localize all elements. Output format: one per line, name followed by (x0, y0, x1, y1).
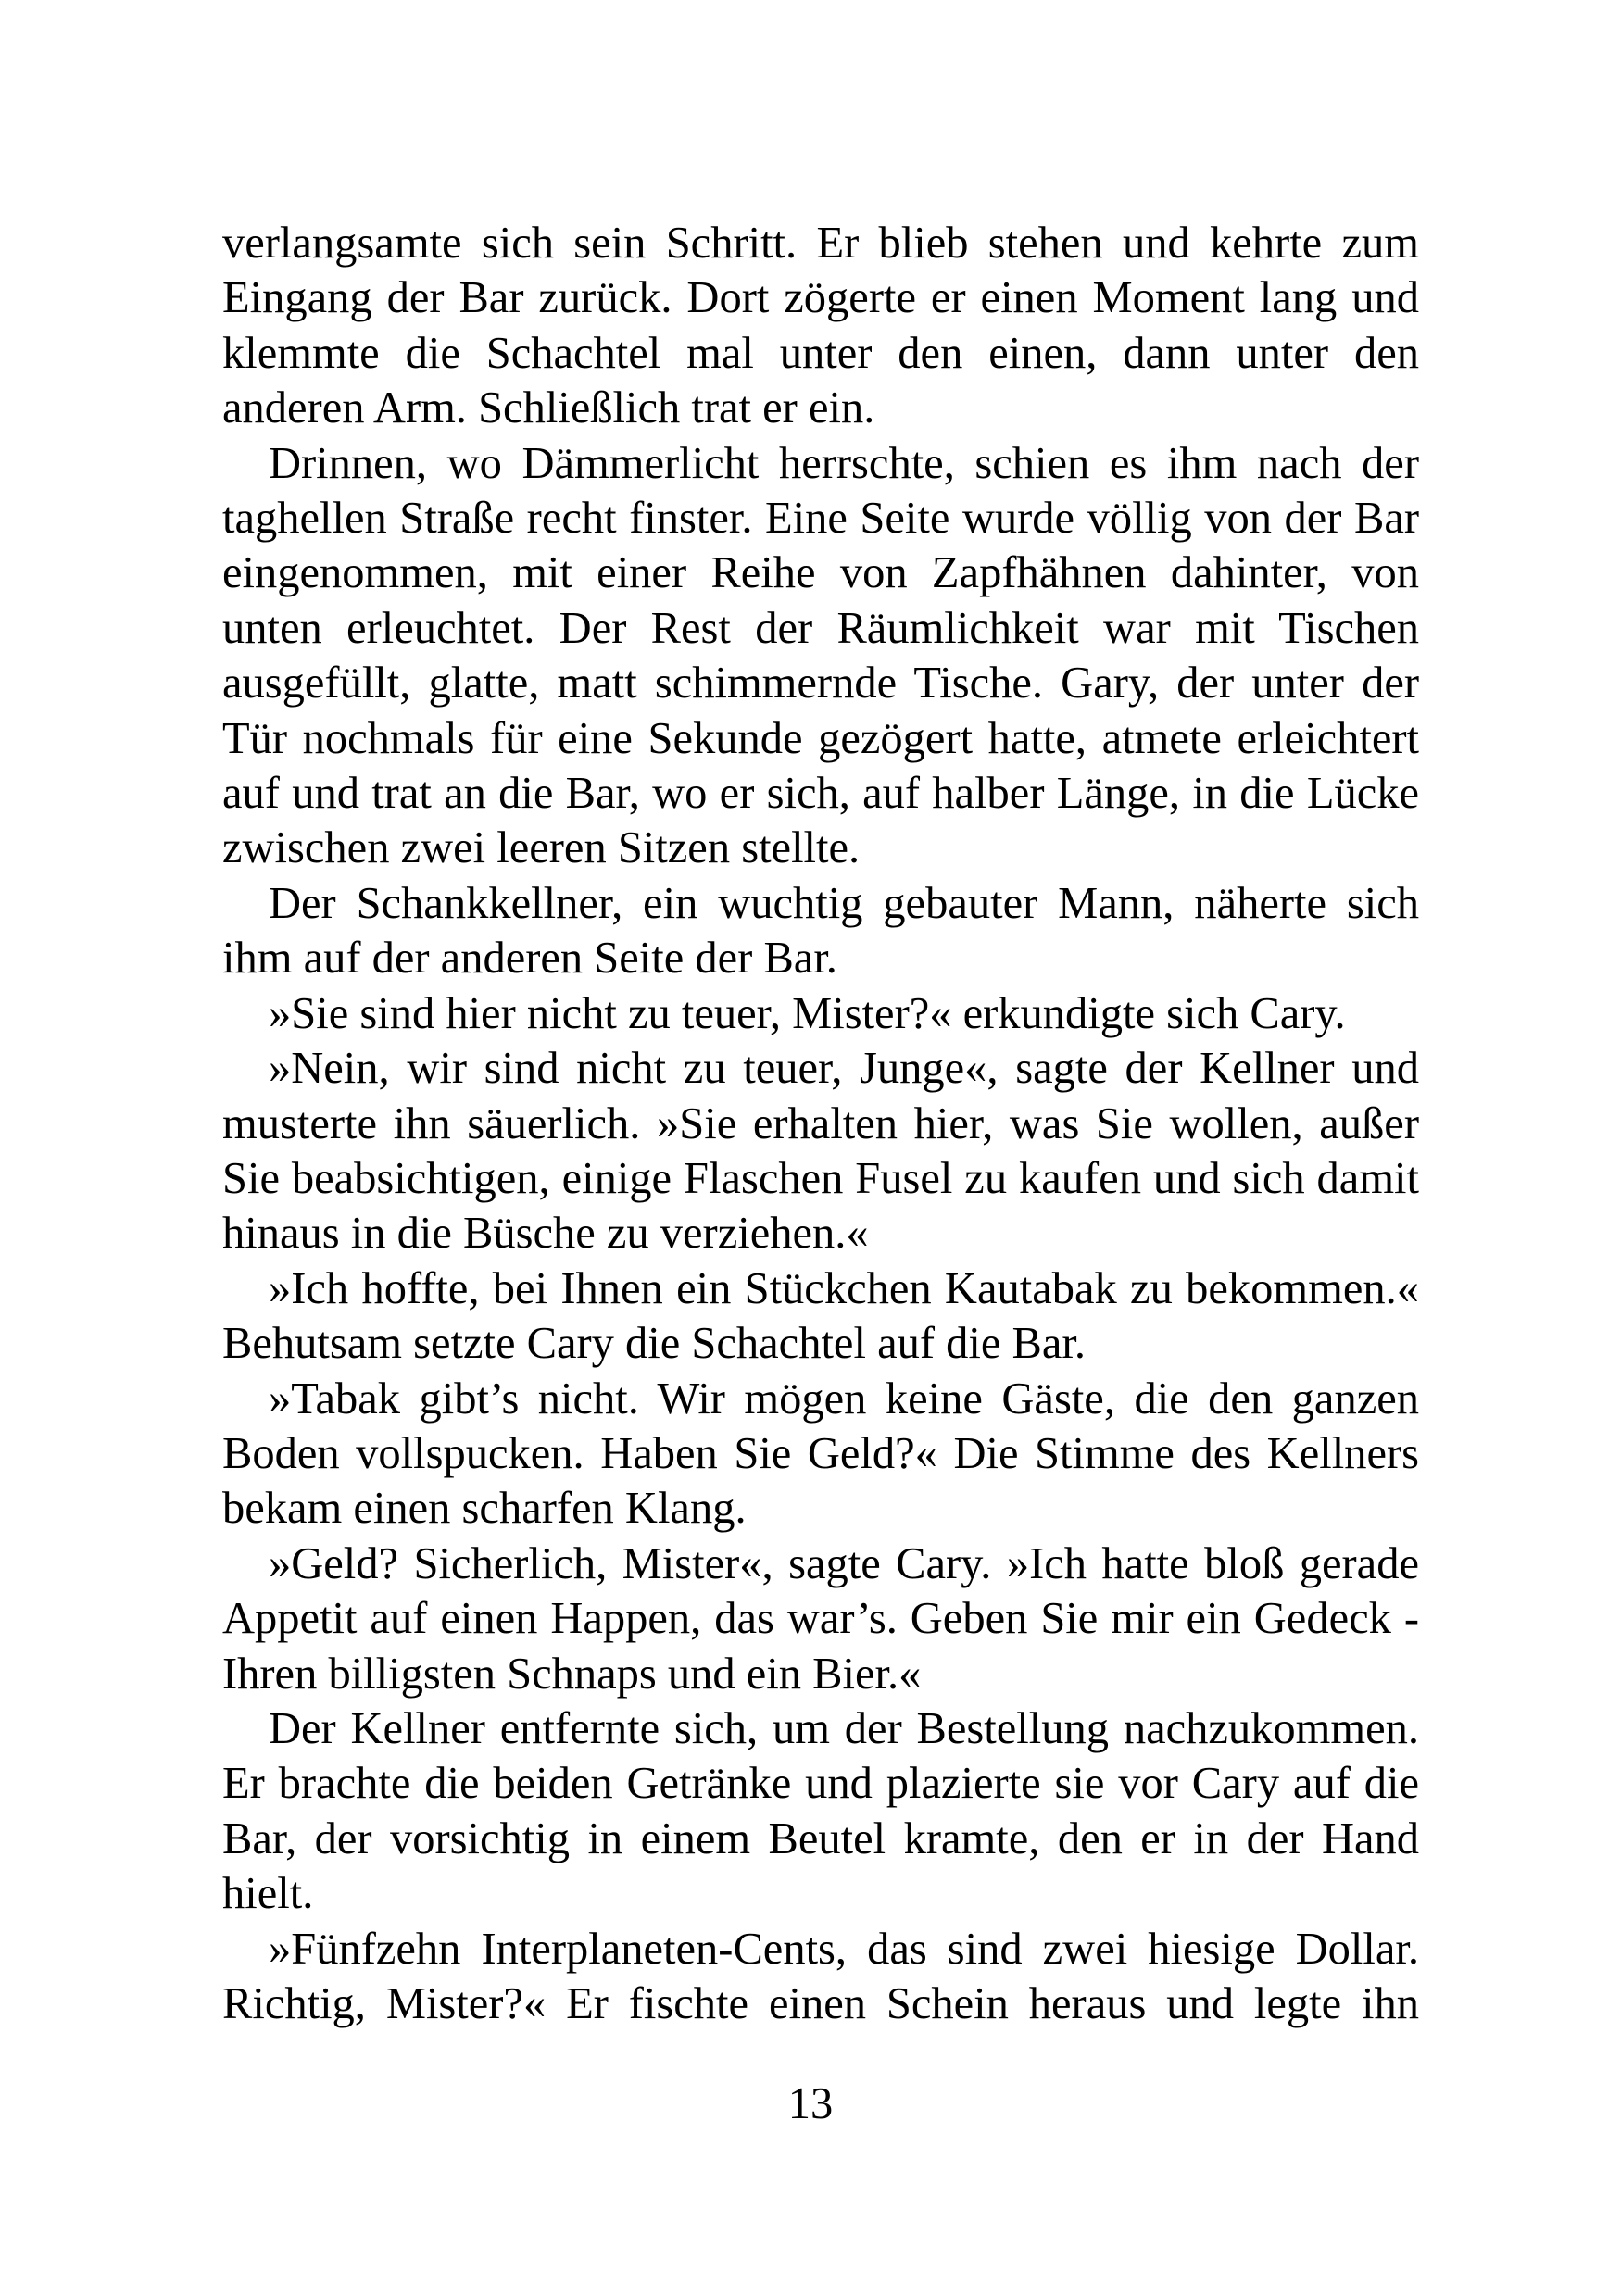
paragraph-8: »Geld? Sicherlich, Mister«, sagte Cary. »Ich hatte bloß gerade Appetit auf einen Happen, das war’s. Geben Sie mir ein Gedeck - Ihren billigsten Schnaps und ein Bier.« (222, 1538, 1419, 1699)
page-number: 13 (787, 2079, 834, 2128)
paragraph-4: »Sie sind hier nicht zu teuer, Mister?« erkundigte sich Cary. (269, 988, 1346, 1038)
paragraph-1: verlangsamte sich sein Schritt. Er blieb stehen und kehrte zum Eingang der Bar zurück. Dort zögerte er einen Moment lang und klemmte die Schachtel mal unter den einen, dann unter den anderen Arm. Schließlich trat er ein. (222, 219, 1419, 433)
body-text (222, 216, 1419, 2031)
paragraph-6: »Ich hoffte, bei Ihnen ein Stückchen Kautabak zu bekommen.« Behutsam setzte Cary die Schachtel auf die Bar. (222, 1263, 1419, 1369)
paragraph-7: »Tabak gibt’s nicht. Wir mögen keine Gäste, die den ganzen Boden vollspucken. Haben Sie Geld?« Die Stimme des Kellners bekam einen scharfen Klang. (222, 1374, 1419, 1534)
paragraph-2: Drinnen, wo Dämmerlicht herrschte, schien es ihm nach der taghellen Straße recht finster. Eine Seite wurde völlig von der Bar eingenommen, mit einer Reihe von Zapfhähnen dahinter, von unten erleuchtet. Der Rest der Räumlichkeit war mit Tischen ausgefüllt, glatte, matt schimmernde Tische. Gary, der unter der Tür nochmals für eine Sekunde gezögert hatte, atmete erleichtert auf und trat an die Bar, wo er sich, auf halber Länge, in die Lücke zwischen zwei leeren Sitzen stellte. (222, 438, 1419, 873)
paragraph-5: »Nein, wir sind nicht zu teuer, Junge«, sagte der Kellner und musterte ihn säuerlich. »Sie erhalten hier, was Sie wollen, außer Sie beabsichtigen, einige Flaschen Fusel zu kaufen und sich damit hinaus in die Büsche zu verziehen.« (222, 1044, 1419, 1259)
paragraph-10: »Fünfzehn Interplaneten-Cents, das sind zwei hiesige Dollar. Richtig, Mister?« Er fischte einen Schein heraus und legte ihn (222, 1924, 1419, 2028)
paragraph-3: Der Schankkellner, ein wuchtig gebauter Mann, näherte sich ihm auf der anderen Seite der Bar. (222, 878, 1419, 984)
paragraph-9: Der Kellner entfernte sich, um der Bestellung nachzukommen. Er brachte die beiden Getränke und plazierte sie vor Cary auf die Bar, der vorsichtig in einem Beutel kramte, den er in der Hand hielt. (222, 1703, 1419, 1919)
